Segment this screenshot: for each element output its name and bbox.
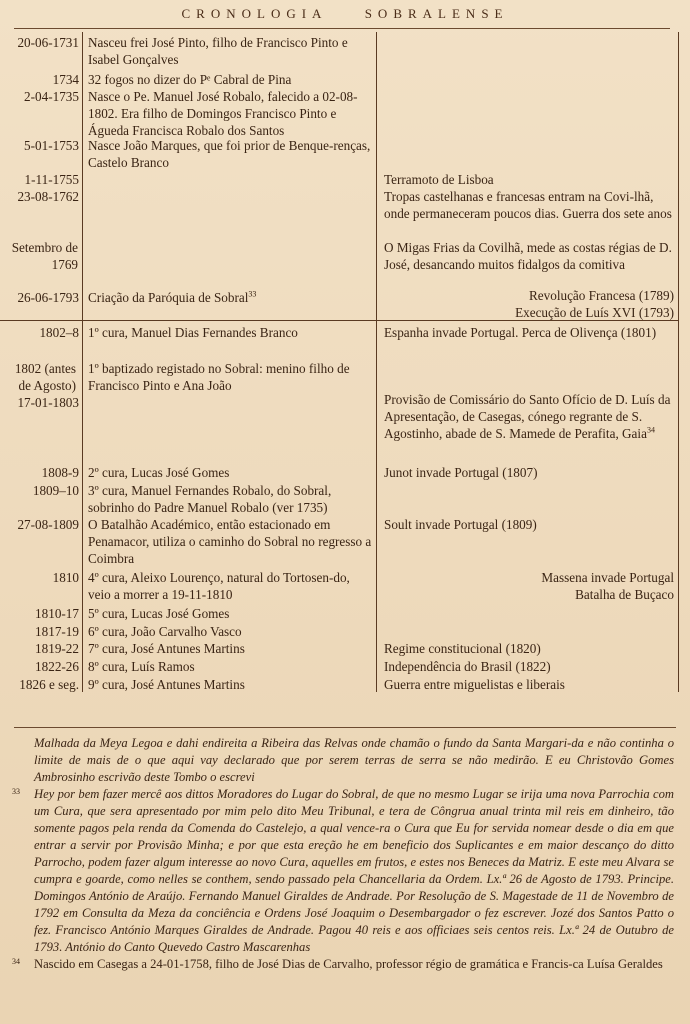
row-local-event-text: Criação da Paróquia de Sobral bbox=[88, 290, 249, 305]
row-general-event-text: Provisão de Comissário do Santo Ofício de D. Luís da Apresentação, de Casegas, cónego regrante de S. Agostinho, abade de S. Mamede de Perafita, Gaia bbox=[384, 392, 671, 441]
row-date: 1810-17 bbox=[35, 606, 79, 621]
footnote-33-text: Hey por bem fazer mercê aos dittos Moradores do Lugar do Sobral, de que no mesmo Lugar se irija uma nova Parrochia com um Cura, que sera apresentado por mim pelo dito Meu Tribunal, e tera de Côngrua anual trinta mil reis em dinheiro, tão somente pagos pela renda da Comenda do Castelejo, a qual vence-ra o Cura que Eu for servida nomear desde o dia em que entrar a servir por Provisão Minha; e por que esta ereção he em beneficio dos Suplicantes e em maior descanço do ditto Parrocho, podem fazer algum interesse ao novo Cura, aquelles em frutos, e estes nos Beneces da Matriz. E este meu Alvara se cumpra e goarde, como nelles se conthem, sendo passado pela Chancellaria da Ordem. Lx.ª 26 de Agosto de 1793. Principe. Domingos António de Araújo. Fernando Manuel Giraldes de Andrade. Por Resolução de S. Magestade de 11 de Novembro de 1792 em Consulta da Meza da conciência e Ordens José Joaquim o Desembargador o fez escrever. Jozé dos Santos Patto o fez. Francisco António Marques Giraldes de Andrade. Pagou 40 reis e aos officiaes seis centos reis. Lx.ª 24 de Outubro de 1793. António do Canto Quevedo Castro Mascarenhas bbox=[34, 787, 674, 954]
row-date: 1819-22 bbox=[35, 641, 79, 656]
row-general-event: Guerra entre miguelistas e liberais bbox=[384, 677, 565, 692]
row-general-event: Espanha invade Portugal. Perca de Olivença (1801) bbox=[384, 325, 657, 340]
chronology-table bbox=[0, 32, 690, 692]
header-word-1: CRONOLOGIA bbox=[181, 6, 328, 21]
row-local-event: Nasce o Pe. Manuel José Robalo, falecido a 02-08-1802. Era filho de Domingos Francisco Pinto e Águeda Francisca Robalo dos Santos bbox=[88, 89, 358, 138]
row-local-event: 1º baptizado registado no Sobral: menino filho de Francisco Pinto e Ana João bbox=[88, 361, 350, 393]
running-header bbox=[0, 6, 690, 26]
header-word-2: SOBRALENSE bbox=[364, 6, 509, 21]
row-date: 1809–10 bbox=[32, 483, 79, 498]
row-general-event bbox=[384, 391, 674, 442]
row-local-event bbox=[88, 289, 372, 306]
row-local-event: 1º cura, Manuel Dias Fernandes Branco bbox=[88, 325, 298, 340]
footnote-continuation-text: Malhada da Meya Legoa e dahi endireita a Ribeira das Relvas onde chamão o fundo da Santa Margari-da e não continha o limite de mais de o que aqui vay declarado que por serem terras de serra se não medirão. E eu Christovão Gomes Ambrosinho escrivão deste Tombo o escrevi bbox=[34, 736, 674, 784]
row-local-event: 2º cura, Lucas José Gomes bbox=[88, 465, 230, 480]
row-date: 1826 e seg. bbox=[19, 677, 79, 692]
row-date: 1802–8 bbox=[39, 325, 79, 340]
row-general-event: Soult invade Portugal (1809) bbox=[384, 517, 537, 532]
row-local-event: Nasce João Marques, que foi prior de Benque-renças, Castelo Branco bbox=[88, 138, 371, 170]
row-general-event: Independência do Brasil (1822) bbox=[384, 659, 551, 674]
row-local-event: 32 fogos no dizer do Pᵉ Cabral de Pina bbox=[88, 72, 292, 87]
row-date: 1-11-1755 bbox=[24, 172, 79, 187]
row-date: 27-08-1809 bbox=[17, 517, 79, 532]
row-date: 2-04-1735 bbox=[24, 89, 79, 104]
row-date: 20-06-1731 bbox=[17, 35, 79, 50]
row-local-event: 6º cura, João Carvalho Vasco bbox=[88, 624, 242, 639]
row-local-event: Nasceu frei José Pinto, filho de Francisco Pinto e Isabel Gonçalves bbox=[88, 35, 348, 67]
row-date: 1810 bbox=[52, 570, 79, 585]
row-general-event: Revolução Francesa (1789) bbox=[528, 288, 674, 303]
row-date: 5-01-1753 bbox=[24, 138, 79, 153]
row-local-event: O Batalhão Académico, então estacionado em Penamacor, utiliza o caminho do Sobral no regresso a Coimbra bbox=[88, 517, 372, 566]
row-general-event: Terramoto de Lisboa bbox=[384, 172, 494, 187]
row-local-event: 5º cura, Lucas José Gomes bbox=[88, 606, 230, 621]
row-general-event-2: Batalha de Buçaco bbox=[575, 587, 674, 602]
row-local-event: 9º cura, José Antunes Martins bbox=[88, 677, 245, 692]
row-local-event: 7º cura, José Antunes Martins bbox=[88, 641, 245, 656]
footnote-ref-33: 33 bbox=[248, 289, 257, 299]
row-date: 17-01-1803 bbox=[17, 395, 79, 410]
row-date: 1802 (antes de Agosto) bbox=[14, 361, 76, 393]
row-date: 1817-19 bbox=[35, 624, 79, 639]
header-rule bbox=[14, 28, 670, 29]
row-local-event: 4º cura, Aleixo Lourenço, natural do Tortosen-do, veio a morrer a 19-11-1810 bbox=[88, 570, 350, 602]
row-general-event: Junot invade Portugal (1807) bbox=[384, 465, 538, 480]
row-date: 23-08-1762 bbox=[17, 189, 79, 204]
footnote-continuation bbox=[12, 735, 674, 786]
row-date: 1734 bbox=[52, 72, 79, 87]
col-rule-3 bbox=[678, 32, 679, 692]
footnote-divider bbox=[14, 727, 676, 728]
row-general-event: O Migas Frias da Covilhã, mede as costas régias de D. José, desancando muitos fidalgos da comitiva bbox=[384, 240, 672, 272]
footnote-33-number: 33 bbox=[12, 787, 20, 796]
footnote-34 bbox=[12, 956, 674, 973]
row-general-event-2: Execução de Luís XVI (1793) bbox=[515, 305, 674, 320]
row-date: 26-06-1793 bbox=[17, 290, 79, 305]
row-general-event: Massena invade Portugal bbox=[541, 570, 674, 585]
row-date: 1808-9 bbox=[41, 465, 79, 480]
row-date: 1822-26 bbox=[35, 659, 79, 674]
footnote-34-number: 34 bbox=[12, 957, 20, 966]
row-general-event: Regime constitucional (1820) bbox=[384, 641, 541, 656]
footnotes bbox=[12, 735, 674, 973]
footnote-34-text: Nascido em Casegas a 24-01-1758, filho de José Dias de Carvalho, professor régio de gramática e Francis-ca Luísa Geraldes bbox=[34, 957, 663, 971]
row-general-event: Tropas castelhanas e francesas entram na Covi-lhã, onde permaneceram poucos dias. Guerra dos sete anos bbox=[384, 189, 672, 221]
footnote-ref-34: 34 bbox=[646, 425, 655, 435]
col-rule-1 bbox=[82, 32, 83, 692]
footnote-33 bbox=[12, 786, 674, 956]
row-local-event: 3º cura, Manuel Fernandes Robalo, do Sobral, sobrinho do Padre Manuel Robalo (ver 1735) bbox=[88, 483, 332, 515]
col-rule-2 bbox=[376, 32, 377, 692]
row-date: Setembro de 1769 bbox=[11, 240, 78, 272]
row-local-event: 8º cura, Luís Ramos bbox=[88, 659, 195, 674]
